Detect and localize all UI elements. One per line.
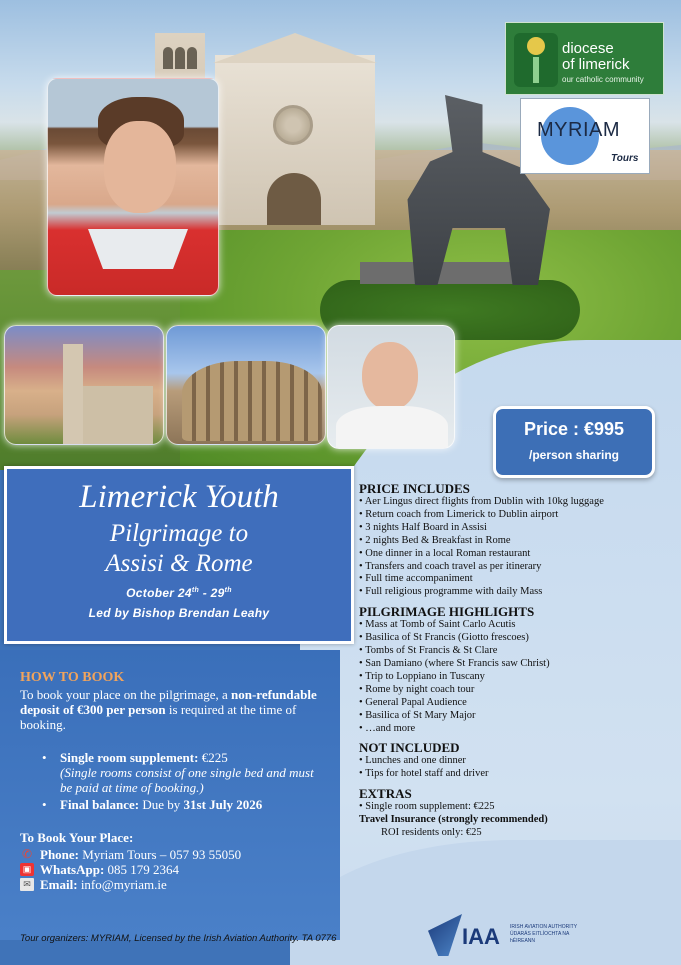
email-label: Email:	[40, 877, 81, 892]
whatsapp-icon: ▣	[20, 863, 34, 876]
includes-heading: PRICE INCLUDES	[359, 481, 470, 496]
myriam-name: MYRIAM	[537, 119, 620, 141]
myriam-tours: Tours	[611, 153, 639, 164]
list-item: • Full time accompaniment	[359, 573, 473, 585]
list-item: • Transfers and coach travel as per itinerary	[359, 560, 542, 572]
dates-end: - 29	[199, 586, 225, 600]
extras-roi: ROI residents only: €25	[381, 827, 482, 839]
how-to-book-heading: HOW TO BOOK	[20, 670, 125, 685]
contact-email[interactable]	[20, 877, 320, 892]
dates-start: October 24	[126, 586, 192, 600]
youth-portrait	[47, 78, 219, 296]
contact-section	[20, 830, 320, 892]
photo-bishop	[327, 325, 455, 449]
single-room-label: Single room supplement:	[60, 750, 202, 765]
not-included-heading: NOT INCLUDED	[359, 740, 460, 756]
price-box	[493, 406, 655, 478]
list-item: • Aer Lingus direct flights from Dublin with 10kg luggage	[359, 496, 604, 507]
intro-deposit: non-refundable deposit of €300 per person	[20, 687, 317, 717]
contact-whatsapp[interactable]	[20, 862, 320, 877]
list-item: • One dinner in a local Roman restaurant	[359, 547, 531, 559]
title-box	[4, 466, 354, 644]
how-to-book-intro	[20, 687, 320, 732]
contact-phone[interactable]	[20, 847, 320, 862]
highlights-heading: PILGRIMAGE HIGHLIGHTS	[359, 604, 535, 620]
list-item: • …and more	[359, 722, 416, 734]
extras-single: • Single room supplement: €225	[359, 801, 495, 813]
final-balance-item	[42, 797, 320, 812]
diocese-mark-icon	[514, 33, 558, 87]
intro-part-c: is required at the time of booking.	[20, 702, 297, 732]
list-item: • Rome by night coach tour	[359, 683, 475, 695]
photo-assisi-cathedral	[4, 325, 164, 445]
title-line1: Limerick Youth	[79, 479, 279, 515]
details-column	[359, 482, 674, 840]
myriam-logo	[520, 98, 650, 174]
email-icon: ✉	[20, 878, 34, 891]
how-to-book-list	[42, 750, 320, 812]
list-item: • General Papal Audience	[359, 696, 467, 708]
list-item: • Lunches and one dinner	[359, 755, 466, 767]
list-item: • Basilica of St Mary Major	[359, 709, 476, 721]
list-item: • Mass at Tomb of Saint Carlo Acutis	[359, 619, 516, 631]
list-item: • Trip to Loppiano in Tuscany	[359, 670, 485, 682]
list-item: • 3 nights Half Board in Assisi	[359, 521, 487, 533]
final-balance-prefix: Due by	[142, 797, 184, 812]
list-item: • Tips for hotel staff and driver	[359, 768, 489, 780]
title-leader: Led by Bishop Brendan Leahy	[88, 606, 270, 620]
iaa-logo	[428, 914, 577, 958]
single-room-item	[42, 750, 320, 795]
title-line3: Assisi & Rome	[105, 550, 253, 577]
diocese-line1: diocese	[562, 40, 614, 57]
single-room-value: €225	[201, 750, 228, 765]
diocese-tagline: our catholic community	[562, 75, 644, 84]
highlights-list	[359, 619, 674, 735]
phone-value: Myriam Tours – 057 93 55050	[82, 847, 242, 862]
not-included-list	[359, 755, 674, 781]
email-value: info@myriam.ie	[80, 877, 167, 892]
rose-window	[273, 105, 313, 145]
diocese-line2: of limerick	[562, 56, 630, 73]
intro-part-a: To book your place on the pilgrimage, a	[20, 687, 232, 702]
how-to-book-section	[20, 670, 320, 814]
basilica-door	[267, 173, 321, 225]
diocese-logo	[505, 22, 664, 95]
list-item: • Return coach from Limerick to Dublin airport	[359, 508, 559, 520]
list-item: • 2 nights Bed & Breakfast in Rome	[359, 534, 511, 546]
whatsapp-value: 085 179 2364	[107, 862, 180, 877]
iaa-wing-icon	[428, 914, 462, 956]
extras-heading: EXTRAS	[359, 786, 412, 802]
dates-end-sup: th	[224, 587, 232, 594]
iaa-text: IAA	[462, 924, 500, 949]
title-dates	[7, 586, 351, 600]
footer-text: Tour organizers: MYRIAM, Licensed by the Irish Aviation Authority. TA 0776	[20, 933, 337, 944]
list-item: • Full religious programme with daily Mass	[359, 586, 543, 598]
list-item: • San Damiano (where St Francis saw Christ)	[359, 657, 550, 669]
final-balance-date: 31st July 2026	[183, 797, 263, 812]
price-amount: Price : €995	[523, 419, 625, 439]
iaa-small-text: IRISH AVIATION AUTHORITY ÚDARÁS EITLÍOCHTA NA hÉIREANN	[510, 924, 577, 944]
basilica-facade	[215, 55, 375, 225]
extras-insurance: Travel Insurance (strongly recommended)	[359, 814, 548, 826]
dates-start-sup: th	[191, 587, 200, 594]
contact-heading: To Book Your Place:	[20, 830, 134, 845]
whatsapp-label: WhatsApp:	[40, 862, 108, 877]
title-line2: Pilgrimage to	[109, 520, 249, 547]
photo-colosseum	[166, 325, 326, 445]
final-balance-label: Final balance:	[60, 797, 143, 812]
phone-label: Phone:	[40, 847, 83, 862]
single-room-note: (Single rooms consist of one single bed and must be paid at time of booking.)	[60, 765, 314, 795]
includes-list	[359, 496, 674, 599]
list-item: • Tombs of St Francis & St Clare	[359, 645, 498, 657]
list-item: • Basilica of St Francis (Giotto frescoes)	[359, 632, 529, 644]
price-note: /person sharing	[528, 448, 620, 462]
phone-icon: ✆	[21, 847, 33, 861]
